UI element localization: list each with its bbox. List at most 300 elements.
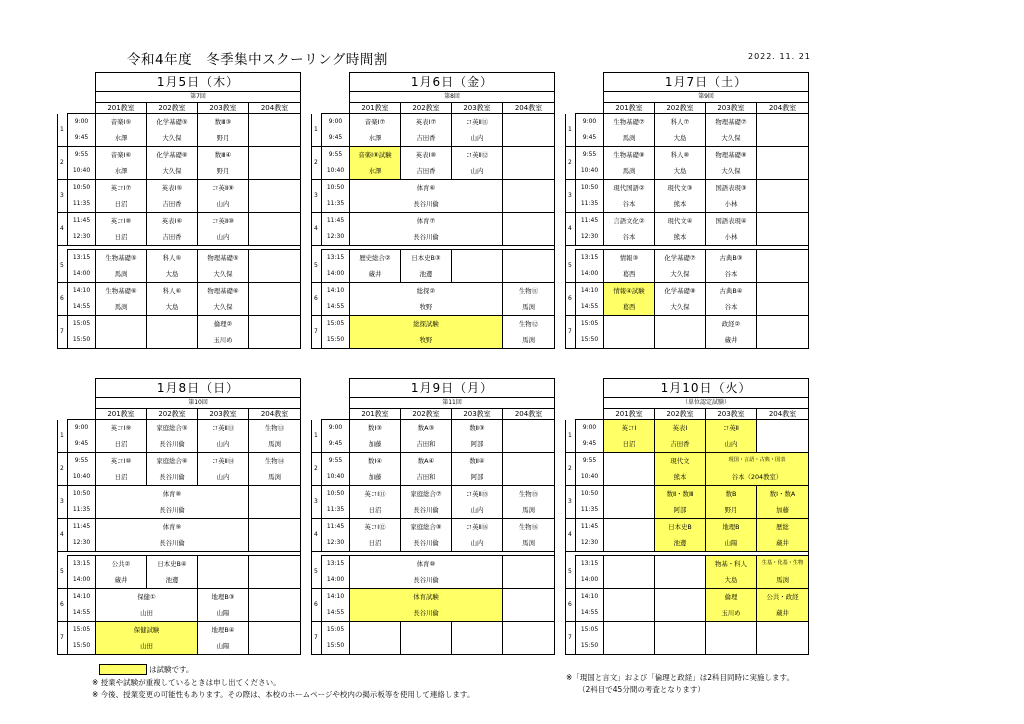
table-row: [58, 250, 301, 267]
end-time: 11:35: [68, 502, 96, 519]
class-cell-subject: 家庭総合⑤: [147, 420, 198, 437]
table-row: [566, 196, 809, 213]
room-header: 202教室: [655, 103, 706, 114]
class-cell-subject: [757, 622, 809, 639]
end-time: 9:45: [68, 436, 96, 453]
class-cell-subject: [503, 453, 555, 470]
day-heading: 1月9日（月）: [350, 379, 555, 398]
class-cell-teacher: 長谷川倫: [401, 502, 452, 519]
end-time: 9:45: [322, 436, 350, 453]
period-number: 1: [566, 420, 576, 453]
class-cell-teacher: 長谷川倫: [147, 469, 198, 486]
class-cell-teacher: 山内: [452, 163, 503, 180]
table-row: [312, 250, 555, 267]
end-time: 10:40: [576, 469, 604, 486]
room-header: 204教室: [757, 103, 809, 114]
class-cell-subject: 情報③: [604, 250, 655, 267]
end-time: 11:35: [576, 196, 604, 213]
table-row: [58, 213, 301, 230]
class-cell-subject: [757, 147, 809, 164]
class-cell-teacher: [249, 638, 301, 655]
room-header: 202教室: [401, 103, 452, 114]
class-cell-subject: 国語表現④: [706, 213, 757, 230]
period-number: 2: [58, 147, 68, 180]
table-row: [58, 589, 301, 606]
class-cell-subject: 数Ⅰ・数A: [757, 486, 809, 503]
period-number: 7: [566, 622, 576, 655]
start-time: 11:45: [322, 213, 350, 230]
class-cell-teacher: 小林: [706, 229, 757, 246]
table-row: [58, 316, 301, 333]
day-heading: 1月7日（土）: [604, 73, 809, 92]
table-row: [566, 114, 809, 131]
end-time: 9:45: [68, 130, 96, 147]
class-cell-subject: 物理基礎⑥: [198, 283, 249, 300]
period-number: 6: [312, 283, 322, 316]
class-cell-teacher: 池邊: [147, 572, 198, 589]
header-spacer: [58, 73, 96, 92]
class-cell-teacher: [147, 332, 198, 349]
class-cell-subject: 現代文: [655, 453, 706, 470]
class-cell-subject: コ英Ⅱ⑪: [452, 114, 503, 131]
class-cell-teacher: [503, 196, 555, 213]
period-number: 6: [566, 589, 576, 622]
room-header: 201教室: [604, 409, 655, 420]
class-cell-teacher: 馬渕: [604, 163, 655, 180]
class-cell-teacher: [249, 229, 301, 246]
start-time: 14:10: [322, 283, 350, 300]
table-row: [58, 436, 301, 453]
start-time: 9:55: [68, 147, 96, 164]
table-row: [312, 589, 555, 606]
class-cell-teacher: [503, 469, 555, 486]
class-cell-teacher: [249, 266, 301, 283]
merged-class-subject: 総探試験: [350, 316, 503, 333]
class-cell-subject: 公共・政経: [757, 589, 809, 606]
class-cell-teacher: 蔵井: [350, 266, 401, 283]
class-cell-subject: 数Ⅱ③: [452, 420, 503, 437]
start-time: 14:10: [576, 589, 604, 606]
room-header: 202教室: [655, 409, 706, 420]
class-cell-subject: [249, 250, 301, 267]
note-overlap: ※ 授業や試験が重複しているときは申し出てください。: [92, 678, 281, 687]
class-cell-subject: コ英Ⅱ⑨: [198, 180, 249, 197]
class-cell-subject: [604, 486, 655, 503]
class-cell-subject: 化学基礎⑥: [147, 147, 198, 164]
class-cell-subject: 英表Ⅰ⑧: [401, 147, 452, 164]
class-cell-subject: 英表Ⅰ⑤: [147, 180, 198, 197]
class-cell-teacher: [655, 332, 706, 349]
start-time: 13:15: [68, 250, 96, 267]
class-cell-teacher: 大島: [147, 266, 198, 283]
room-header: 201教室: [604, 103, 655, 114]
table-row: [58, 469, 301, 486]
start-time: 11:45: [322, 519, 350, 536]
class-cell-subject: [757, 316, 809, 333]
class-cell-teacher: 谷本: [604, 196, 655, 213]
class-cell-teacher: 吉田香: [401, 130, 452, 147]
table-row: [58, 114, 301, 131]
class-cell-subject: 現代文④: [655, 213, 706, 230]
class-cell-teacher: [503, 266, 555, 283]
class-cell-subject: 音楽Ⅰ⑤: [96, 114, 147, 131]
period-number: 6: [312, 589, 322, 622]
table-row: [566, 283, 809, 300]
end-time: 9:45: [576, 436, 604, 453]
class-cell-teacher: [757, 229, 809, 246]
class-cell-teacher: 馬渕: [96, 299, 147, 316]
class-cell-subject: [249, 589, 301, 606]
class-cell-teacher: [757, 196, 809, 213]
class-cell-teacher: [604, 535, 655, 552]
end-time: 14:00: [322, 572, 350, 589]
start-time: 15:05: [576, 622, 604, 639]
period-number: 2: [312, 453, 322, 486]
class-cell-teacher: [655, 605, 706, 622]
period-number: 4: [58, 213, 68, 246]
end-time: 14:00: [68, 266, 96, 283]
merged-class-subject: 保健①: [96, 589, 198, 606]
table-row: [312, 163, 555, 180]
class-cell-teacher: 日沼: [96, 196, 147, 213]
period-number: 7: [312, 316, 322, 349]
class-cell-teacher: 熊本: [655, 469, 706, 486]
day-heading: 1月6日（金）: [350, 73, 555, 92]
class-cell-teacher: 蔵井: [96, 572, 147, 589]
class-cell-teacher: 馬渕: [96, 266, 147, 283]
end-time: 14:00: [322, 266, 350, 283]
merged-class-teacher: 長谷川倫: [96, 535, 249, 552]
class-cell-subject: 科人⑧: [655, 147, 706, 164]
class-cell-subject: 英コⅠ⑫: [350, 519, 401, 536]
class-cell-teacher: 吉田和: [401, 469, 452, 486]
class-cell-subject: 生物⑮: [503, 486, 555, 503]
start-time: 11:45: [576, 213, 604, 230]
room-header: 201教室: [350, 409, 401, 420]
start-time: 11:45: [576, 519, 604, 536]
page-title: 令和4年度 冬季集中スクーリング時間割: [127, 52, 388, 68]
class-cell-teacher: [503, 572, 555, 589]
period-number: 7: [566, 316, 576, 349]
class-cell-subject: 生物基礎⑥: [96, 283, 147, 300]
class-cell-subject: [503, 180, 555, 197]
class-cell-subject: [757, 114, 809, 131]
class-cell-subject: 数Ⅲ④: [198, 147, 249, 164]
class-cell-subject: 生物⑪: [503, 283, 555, 300]
class-cell-teacher: 日沼: [96, 229, 147, 246]
period-number: 4: [312, 213, 322, 246]
merged-class-teacher: 牧野: [350, 332, 503, 349]
start-time: 14:10: [68, 589, 96, 606]
class-cell-teacher: [249, 572, 301, 589]
table-row: [566, 130, 809, 147]
start-time: 9:55: [68, 453, 96, 470]
class-cell-teacher: [249, 130, 301, 147]
end-time: 11:35: [322, 502, 350, 519]
class-cell-subject: 日本史B④: [147, 556, 198, 573]
class-cell-subject: 英コⅠ⑪: [350, 486, 401, 503]
class-cell-subject: [757, 250, 809, 267]
table-row: [312, 502, 555, 519]
class-cell-teacher: [757, 130, 809, 147]
merged-class-subject: 体育試験: [350, 589, 503, 606]
start-time: 10:50: [322, 180, 350, 197]
period-number: 6: [566, 283, 576, 316]
class-cell-teacher: 熊本: [655, 196, 706, 213]
class-cell-teacher: [604, 572, 655, 589]
class-cell-teacher: 大島: [147, 299, 198, 316]
merged-class-subject: 体育⑥: [350, 180, 503, 197]
class-cell-teacher: [249, 535, 301, 552]
period-number: 5: [312, 556, 322, 589]
table-row: [58, 283, 301, 300]
merged-class-teacher: 山田: [96, 638, 198, 655]
end-time: 11:35: [68, 196, 96, 213]
class-cell-teacher: 水澤: [96, 130, 147, 147]
room-header: 202教室: [147, 409, 198, 420]
class-cell-subject: 生基・化基・生物: [757, 556, 809, 573]
class-cell-teacher: 馬渕: [249, 469, 301, 486]
period-number: 2: [58, 453, 68, 486]
table-row: [58, 556, 301, 573]
header-spacer: [312, 409, 350, 420]
table-row: [566, 436, 809, 453]
table-row: [58, 266, 301, 283]
class-cell-teacher: [757, 266, 809, 283]
period-number: 2: [312, 147, 322, 180]
day-timetable: [57, 378, 301, 655]
class-cell-subject: [655, 589, 706, 606]
period-number: 6: [58, 283, 68, 316]
class-cell-subject: [96, 316, 147, 333]
class-cell-teacher: 日沼: [96, 469, 147, 486]
class-cell-subject: 化学基礎⑦: [655, 250, 706, 267]
class-cell-teacher: 山内: [452, 535, 503, 552]
session-label: （単位認定試験）: [604, 398, 809, 409]
start-time: 10:50: [576, 486, 604, 503]
table-row: [312, 180, 555, 197]
start-time: 10:50: [322, 486, 350, 503]
class-cell-teacher: 葛西: [604, 266, 655, 283]
class-cell-subject: 生物⑭: [249, 453, 301, 470]
class-cell-subject: コ英Ⅱ⑮: [452, 486, 503, 503]
class-cell-teacher: 加藤: [350, 436, 401, 453]
end-time: 10:40: [68, 163, 96, 180]
class-cell-teacher: 日沼: [96, 436, 147, 453]
class-cell-subject: [503, 622, 555, 639]
class-cell-subject: [452, 250, 503, 267]
merged-class-subject: 体育⑧: [96, 486, 249, 503]
class-cell-subject: コ英Ⅱ⑫: [452, 147, 503, 164]
class-cell-subject: [604, 453, 655, 470]
merged-class-teacher: 長谷川倫: [350, 196, 503, 213]
period-number: 5: [566, 250, 576, 283]
room-header: 204教室: [503, 409, 555, 420]
class-cell-subject: 古典B③: [706, 250, 757, 267]
day-timetable: [57, 72, 301, 349]
class-cell-subject: 英コⅠ⑨: [96, 420, 147, 437]
class-cell-teacher: 馬渕: [503, 535, 555, 552]
end-time: 15:50: [576, 638, 604, 655]
table-row: [312, 114, 555, 131]
class-cell-teacher: 水澤: [96, 163, 147, 180]
table-row: [312, 316, 555, 333]
day-timetable: [565, 72, 809, 349]
class-cell-subject: [655, 622, 706, 639]
class-cell-teacher: [604, 332, 655, 349]
class-cell-teacher: [249, 605, 301, 622]
start-time: 13:15: [68, 556, 96, 573]
table-row: [312, 229, 555, 246]
start-time: 11:45: [68, 213, 96, 230]
class-cell-subject: 英表Ⅰ⑥: [147, 213, 198, 230]
class-cell-subject: [604, 519, 655, 536]
room-header: 204教室: [249, 409, 301, 420]
class-cell-teacher: 馬渕: [757, 572, 809, 589]
session-label: 第9回: [604, 92, 809, 103]
class-cell-teacher: [655, 572, 706, 589]
class-cell-teacher: 山陽: [706, 535, 757, 552]
session-label: 第11回: [350, 398, 555, 409]
class-cell-teacher: 熊本: [655, 229, 706, 246]
start-time: 11:45: [68, 519, 96, 536]
class-cell-teacher: 山内: [452, 502, 503, 519]
class-cell-subject: 英コⅠ⑧: [96, 213, 147, 230]
table-row: [58, 502, 301, 519]
class-cell-teacher: 馬渕: [503, 502, 555, 519]
class-cell-teacher: [757, 638, 809, 655]
table-row: [312, 283, 555, 300]
start-time: 13:15: [322, 556, 350, 573]
class-cell-teacher: [604, 469, 655, 486]
merged-class-teacher: 長谷川倫: [350, 229, 503, 246]
class-cell-subject: [757, 180, 809, 197]
table-row: [566, 622, 809, 639]
class-cell-teacher: 加藤: [350, 469, 401, 486]
header-spacer: [58, 398, 96, 409]
class-cell-teacher: [655, 638, 706, 655]
class-cell-subject: 科人⑥: [147, 283, 198, 300]
class-cell-subject: [757, 283, 809, 300]
merged-class-subject: 総探②: [350, 283, 503, 300]
class-cell-teacher: 池邊: [401, 266, 452, 283]
header-spacer: [58, 103, 96, 114]
period-number: 3: [58, 180, 68, 213]
class-cell-subject: 公共②: [96, 556, 147, 573]
end-time: 15:50: [68, 638, 96, 655]
table-row: [566, 589, 809, 606]
end-time: 14:00: [576, 266, 604, 283]
room-header: 203教室: [706, 409, 757, 420]
class-cell-teacher: 大久保: [147, 130, 198, 147]
class-cell-teacher: 日沼: [350, 535, 401, 552]
start-time: 9:55: [576, 453, 604, 470]
class-cell-teacher: 吉田香: [147, 196, 198, 213]
merged-class-subject: 体育⑦: [350, 213, 503, 230]
class-cell-teacher: [757, 163, 809, 180]
end-time: 14:55: [576, 605, 604, 622]
table-row: [312, 519, 555, 536]
table-row: [566, 229, 809, 246]
table-row: [566, 180, 809, 197]
period-number: 3: [58, 486, 68, 519]
class-cell-teacher: 日沼: [604, 436, 655, 453]
table-row: [58, 486, 301, 503]
class-cell-subject: [503, 250, 555, 267]
table-row: [312, 622, 555, 639]
end-time: 9:45: [322, 130, 350, 147]
header-spacer: [566, 73, 604, 92]
room-header: 202教室: [147, 103, 198, 114]
end-time: 10:40: [68, 469, 96, 486]
end-time: 14:00: [576, 572, 604, 589]
table-row: [312, 556, 555, 573]
period-number: 5: [58, 556, 68, 589]
class-cell-subject: [249, 180, 301, 197]
class-cell-teacher: 水澤: [350, 130, 401, 147]
start-time: 15:05: [68, 622, 96, 639]
class-cell-subject: 地理B: [706, 519, 757, 536]
start-time: 14:10: [576, 283, 604, 300]
start-time: 10:50: [68, 486, 96, 503]
class-cell-subject: [249, 114, 301, 131]
table-row: [566, 420, 809, 437]
table-row: [566, 299, 809, 316]
class-cell-subject: [503, 420, 555, 437]
class-cell-teacher: 葛西: [604, 299, 655, 316]
period-number: 4: [312, 519, 322, 552]
class-cell-teacher: [503, 130, 555, 147]
class-cell-subject: コ英Ⅱ: [706, 420, 757, 437]
class-cell-subject: 音楽Ⅰ⑥: [96, 147, 147, 164]
class-cell-teacher: 山内: [198, 229, 249, 246]
merged-class-teacher: 山田: [96, 605, 198, 622]
end-time: 12:30: [576, 535, 604, 552]
exam-legend-swatch: [99, 664, 147, 675]
class-cell-subject: 英表Ⅰ: [655, 420, 706, 437]
class-cell-teacher: 阿部: [452, 469, 503, 486]
table-row: [312, 638, 555, 655]
table-row: [58, 196, 301, 213]
table-row: [566, 556, 809, 573]
class-cell-subject: [198, 556, 249, 573]
header-spacer: [58, 379, 96, 398]
table-row: [312, 572, 555, 589]
class-cell-teacher: 吉田香: [401, 163, 452, 180]
start-time: 9:00: [576, 420, 604, 437]
table-row: [312, 469, 555, 486]
day-timetable: [311, 378, 555, 655]
class-cell-teacher: 馬渕: [503, 332, 555, 349]
class-cell-teacher: [249, 196, 301, 213]
class-cell-subject: 政経②: [706, 316, 757, 333]
period-number: 1: [312, 420, 322, 453]
class-cell-teacher: 水澤: [350, 163, 401, 180]
class-cell-teacher: 長谷川倫: [147, 436, 198, 453]
start-time: 15:05: [322, 316, 350, 333]
period-number: 1: [58, 420, 68, 453]
end-time: 9:45: [576, 130, 604, 147]
class-cell-teacher: 山陽: [198, 605, 249, 622]
merged-class-subject: 体育⑨: [96, 519, 249, 536]
header-spacer: [312, 379, 350, 398]
class-cell-teacher: 吉田香: [655, 436, 706, 453]
class-cell-subject: 地理B④: [198, 622, 249, 639]
header-spacer: [312, 398, 350, 409]
class-cell-subject: [604, 316, 655, 333]
header-spacer: [566, 103, 604, 114]
class-cell-teacher: 谷本: [604, 229, 655, 246]
